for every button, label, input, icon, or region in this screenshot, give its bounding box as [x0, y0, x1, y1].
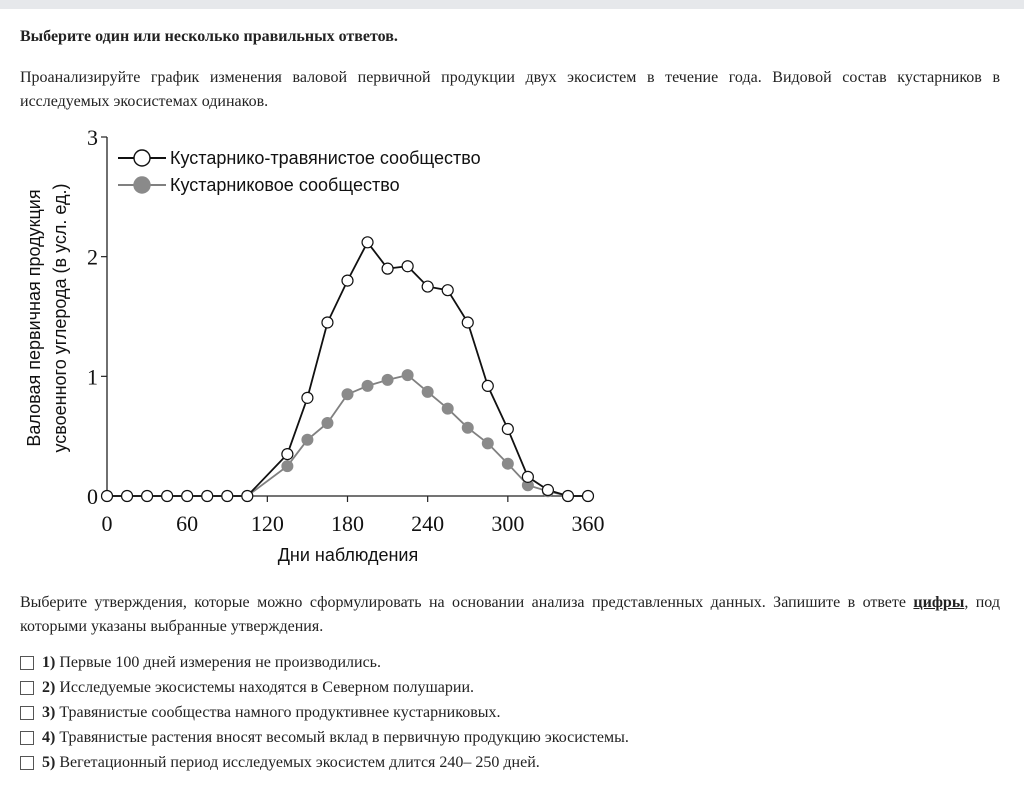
checkbox-3[interactable]: [20, 706, 34, 720]
option-number: 4): [42, 728, 56, 746]
question-text-part1: Выберите утверждения, которые можно сформулировать на основании анализа представленных данных. Запишите в ответе: [20, 594, 914, 611]
series-1-point: [583, 491, 594, 502]
y-tick-label: 2: [87, 244, 98, 270]
option-text: Травянистые растения вносят весомый вклад в первичную продукцию экосистемы.: [59, 728, 629, 746]
checkbox-4[interactable]: [20, 731, 34, 745]
series-1-point: [342, 275, 353, 286]
series-1-point: [142, 491, 153, 502]
legend-marker: [134, 150, 150, 166]
checkbox-2[interactable]: [20, 681, 34, 695]
series-2-point: [402, 370, 413, 381]
series-1-point: [202, 491, 213, 502]
question-emphasis: цифры: [913, 594, 965, 611]
legend-label: Кустарнико-травянистое сообщество: [170, 148, 481, 168]
question-text-part2: , под которыми указаны выбранные утверждения.: [20, 594, 1000, 635]
option-number: 3): [42, 703, 56, 721]
answer-options: [20, 650, 629, 775]
option-text: Вегетационный период исследуемых экосистем длится 240– 250 дней.: [59, 753, 540, 771]
series-1-point: [522, 471, 533, 482]
y-axis-label-line2: усвоенного углерода (в усл. ед.): [50, 183, 70, 453]
series-2-point: [382, 374, 393, 385]
series-1-point: [302, 392, 313, 403]
series-1-point: [482, 380, 493, 391]
intro-paragraph: Проанализируйте график изменения валовой первичной продукции двух экосистем в течение года. Видовой состав кустарников в исследуемых экосистемах одинаков.: [20, 69, 1000, 110]
checkbox-5[interactable]: [20, 756, 34, 770]
x-tick-label: 120: [250, 511, 284, 536]
series-1-point: [462, 317, 473, 328]
series-1-point: [542, 485, 553, 496]
answer-option-1[interactable]: [20, 650, 629, 675]
series-1-point: [362, 237, 373, 248]
y-tick-label: 0: [87, 484, 98, 509]
option-number: 5): [42, 753, 56, 771]
option-text: Исследуемые экосистемы находятся в Северном полушарии.: [59, 678, 475, 696]
option-number: 1): [42, 653, 56, 671]
production-chart: [0, 118, 640, 578]
question-paragraph: [20, 591, 1000, 639]
x-tick-label: 240: [411, 511, 445, 536]
option-text: Травянистые сообщества намного продуктивнее кустарниковых.: [59, 703, 501, 721]
y-tick-label: 1: [87, 364, 98, 390]
series-2-point: [322, 418, 333, 429]
instruction-text: Выберите один или несколько правильных ответов.: [20, 28, 398, 45]
series-1-point: [502, 423, 513, 434]
series-1-point: [222, 491, 233, 502]
series-2-point: [482, 438, 493, 449]
series-1-point: [102, 491, 113, 502]
x-tick-label: 60: [176, 511, 199, 536]
series-1-point: [162, 491, 173, 502]
series-2-point: [462, 422, 473, 433]
checkbox-1[interactable]: [20, 656, 34, 670]
answer-option-5[interactable]: [20, 750, 629, 775]
y-tick-label: 3: [87, 125, 98, 150]
series-1-point: [242, 491, 253, 502]
series-1-point: [282, 449, 293, 460]
x-tick-label: 0: [101, 511, 113, 536]
series-1-point: [382, 263, 393, 274]
answer-option-4[interactable]: [20, 725, 629, 750]
legend-marker: [134, 177, 150, 193]
y-axis-label-line1: Валовая первичная продукция: [24, 189, 44, 447]
series-2-point: [502, 458, 513, 469]
series-2-point: [362, 380, 373, 391]
option-text: Первые 100 дней измерения не производились.: [59, 653, 381, 671]
x-tick-label: 180: [331, 511, 364, 536]
series-2-point: [442, 403, 453, 414]
series-1-point: [402, 261, 413, 272]
option-number: 2): [42, 678, 56, 696]
series-1-point: [322, 317, 333, 328]
series-1-point: [422, 281, 433, 292]
answer-option-2[interactable]: [20, 675, 629, 700]
x-tick-label: 360: [571, 511, 605, 536]
series-1-point: [182, 491, 193, 502]
series-2-point: [282, 461, 293, 472]
top-bar: [0, 0, 1024, 9]
x-axis-label: Дни наблюдения: [277, 545, 419, 565]
answer-option-3[interactable]: [20, 700, 629, 725]
series-1-point: [562, 491, 573, 502]
legend-label: Кустарниковое сообщество: [170, 175, 400, 195]
series-2-point: [422, 386, 433, 397]
series-2-point: [342, 389, 353, 400]
series-1-point: [442, 285, 453, 296]
series-1-point: [122, 491, 133, 502]
x-tick-label: 300: [491, 511, 525, 536]
series-2-point: [302, 434, 313, 445]
